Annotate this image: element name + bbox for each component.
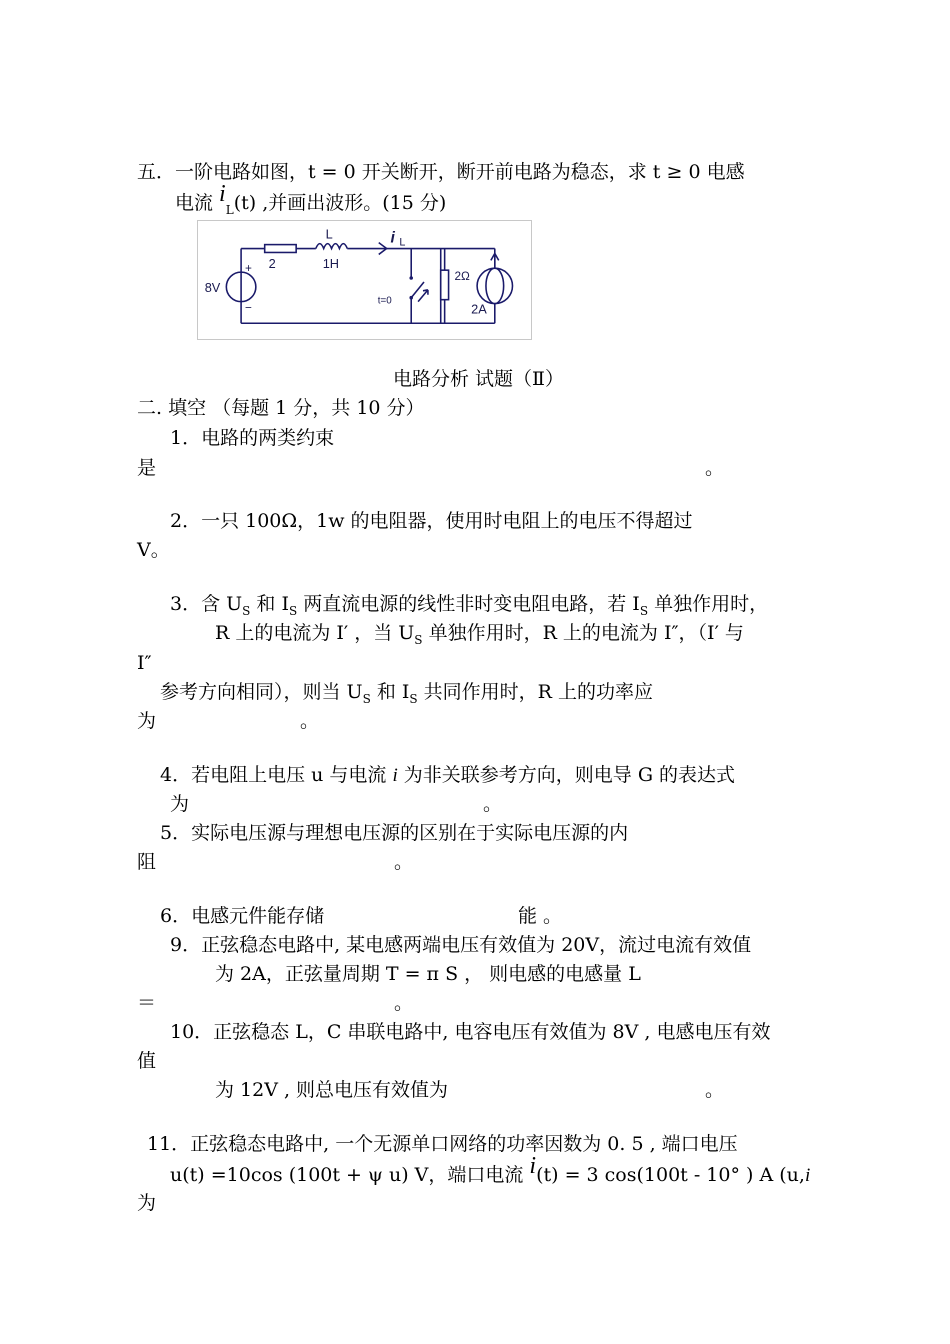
current-label-sub: L xyxy=(399,236,406,249)
q5-current-sub: L xyxy=(225,203,234,217)
q4-current-symbol: i xyxy=(392,765,398,786)
q4-end: 。 xyxy=(483,793,503,815)
q4-line1-a: 4．若电阻上电压 u 与电流 xyxy=(160,764,393,786)
inductor-label: L xyxy=(325,226,333,242)
exam-title: 电路分析 试题（Ⅱ） xyxy=(393,368,564,390)
q1-end: 。 xyxy=(705,457,725,479)
q3-line1-d: 单独作用时， xyxy=(648,593,769,615)
inductor-value: 1H xyxy=(322,256,340,272)
q3-line3: I″ xyxy=(137,652,152,674)
q10-end: 。 xyxy=(705,1079,725,1101)
q2-line2: V。 xyxy=(137,539,170,561)
q9-end: 。 xyxy=(394,992,414,1014)
q3-sub-3: S xyxy=(639,604,649,618)
switch-label: t=0 xyxy=(377,295,392,307)
current-source-arrow-icon xyxy=(491,253,499,268)
q11-line2-c: (t) = 3 cos(100t - 10° ) A (u, xyxy=(536,1164,805,1186)
current-source-inner-icon xyxy=(486,268,504,303)
q5-line1: 五．一阶电路如图，t = 0 开关断开，断开前电路为稳态，求 t ≥ 0 电感 xyxy=(137,161,745,183)
switch-blade-icon xyxy=(411,282,424,298)
q3-sub-4: S xyxy=(414,633,423,647)
q10-line1: 10．正弦稳态 L，C 串联电路中, 电容电压有效值为 8V , 电感电压有效 xyxy=(170,1021,771,1043)
q3-line4 xyxy=(160,680,653,711)
inductor-icon xyxy=(316,244,347,249)
q11-line3: 为 xyxy=(137,1192,157,1214)
q3-sub-5: S xyxy=(362,692,371,706)
q6-line-b: 能 。 xyxy=(518,905,563,927)
current-source-icon xyxy=(477,268,512,303)
q3-line1 xyxy=(170,592,768,623)
q11-current-symbol-2: i xyxy=(804,1165,811,1186)
q5-fill-end: 。 xyxy=(394,851,414,873)
q3-line1-a: 3．含 U xyxy=(170,593,243,615)
q1-line2: 是 xyxy=(137,457,157,479)
q3-line4-a: 参考方向相同），则当 U xyxy=(160,681,363,703)
q11-line1: 11．正弦稳态电路中, 一个无源单口网络的功率因数为 0. 5 , 端口电压 xyxy=(147,1133,738,1155)
current-source-label: 2A xyxy=(471,301,487,317)
q5-fill-line1: 5．实际电压源与理想电压源的区别在于实际电压源的内 xyxy=(160,822,629,844)
q9-line1: 9．正弦稳态电路中, 某电感两端电压有效值为 20V，流过电流有效值 xyxy=(170,934,752,956)
q3-line2-a: R 上的电流为 I′ ，当 U xyxy=(215,622,415,644)
circuit-diagram xyxy=(197,220,532,340)
minus-sign: − xyxy=(245,300,252,315)
q3-line4-c: 共同作用时，R 上的功率应 xyxy=(417,681,654,703)
q3-line5: 为 xyxy=(137,710,157,732)
q3-line2 xyxy=(215,621,744,652)
q3-end: 。 xyxy=(300,710,320,732)
plus-sign: + xyxy=(245,261,252,276)
q3-line4-b: 和 I xyxy=(370,681,410,703)
switch-arrow-icon xyxy=(418,290,428,302)
q4-line1 xyxy=(160,763,735,788)
q10-line3: 为 12V , 则总电压有效值为 xyxy=(215,1079,449,1101)
resistor-1-label: 2 xyxy=(268,256,276,272)
q4-line2: 为 xyxy=(170,793,190,815)
q5-line2-b: (t) ,并画出波形。(15 分) xyxy=(233,192,447,214)
q3-sub-2: S xyxy=(288,604,298,618)
q11-line2-a: u(t) =10cos (100t + ψ u) V，端口电流 xyxy=(170,1164,530,1186)
resistor-2-icon xyxy=(441,270,449,300)
section-2-heading: 二. 填空 （每题 1 分，共 10 分） xyxy=(137,397,425,419)
q3-line1-b: 和 I xyxy=(250,593,289,615)
q3-sub-1: S xyxy=(242,604,251,618)
q9-line3: ＝ xyxy=(137,992,157,1014)
q5-current-symbol: i xyxy=(219,181,226,207)
q3-line1-c: 两直流电源的线性非时变电阻电路，若 I xyxy=(297,593,640,615)
current-label: i xyxy=(390,229,395,247)
q3-sub-6: S xyxy=(409,692,418,706)
q2-line1: 2．一只 100Ω，1w 的电阻器，使用时电阻上的电压不得超过 xyxy=(170,510,693,532)
resistor-2-label: 2Ω xyxy=(454,269,470,283)
q5-line2-a: 电流 xyxy=(175,192,220,214)
q4-line1-b: 为非关联参考方向，则电导 G 的表达式 xyxy=(397,764,736,786)
q11-line2 xyxy=(170,1153,811,1188)
q5-fill-line2: 阻 xyxy=(137,851,157,873)
q10-line2: 值 xyxy=(137,1050,157,1072)
q9-line2: 为 2A，正弦量周期 T = π S ， 则电感的电感量 L xyxy=(215,963,641,985)
q3-line2-b: 单独作用时，R 上的电流为 I″，（I′ 与 xyxy=(422,622,744,644)
q6-line-a: 6．电感元件能存储 xyxy=(160,905,325,927)
q11-current-symbol: i xyxy=(529,1153,537,1179)
voltage-source-label: 8V xyxy=(204,279,221,295)
resistor-1-icon xyxy=(265,245,296,253)
q5-line2 xyxy=(175,181,447,222)
q1-line1: 1．电路的两类约束 xyxy=(170,427,335,449)
switch-contact-top xyxy=(409,276,413,280)
